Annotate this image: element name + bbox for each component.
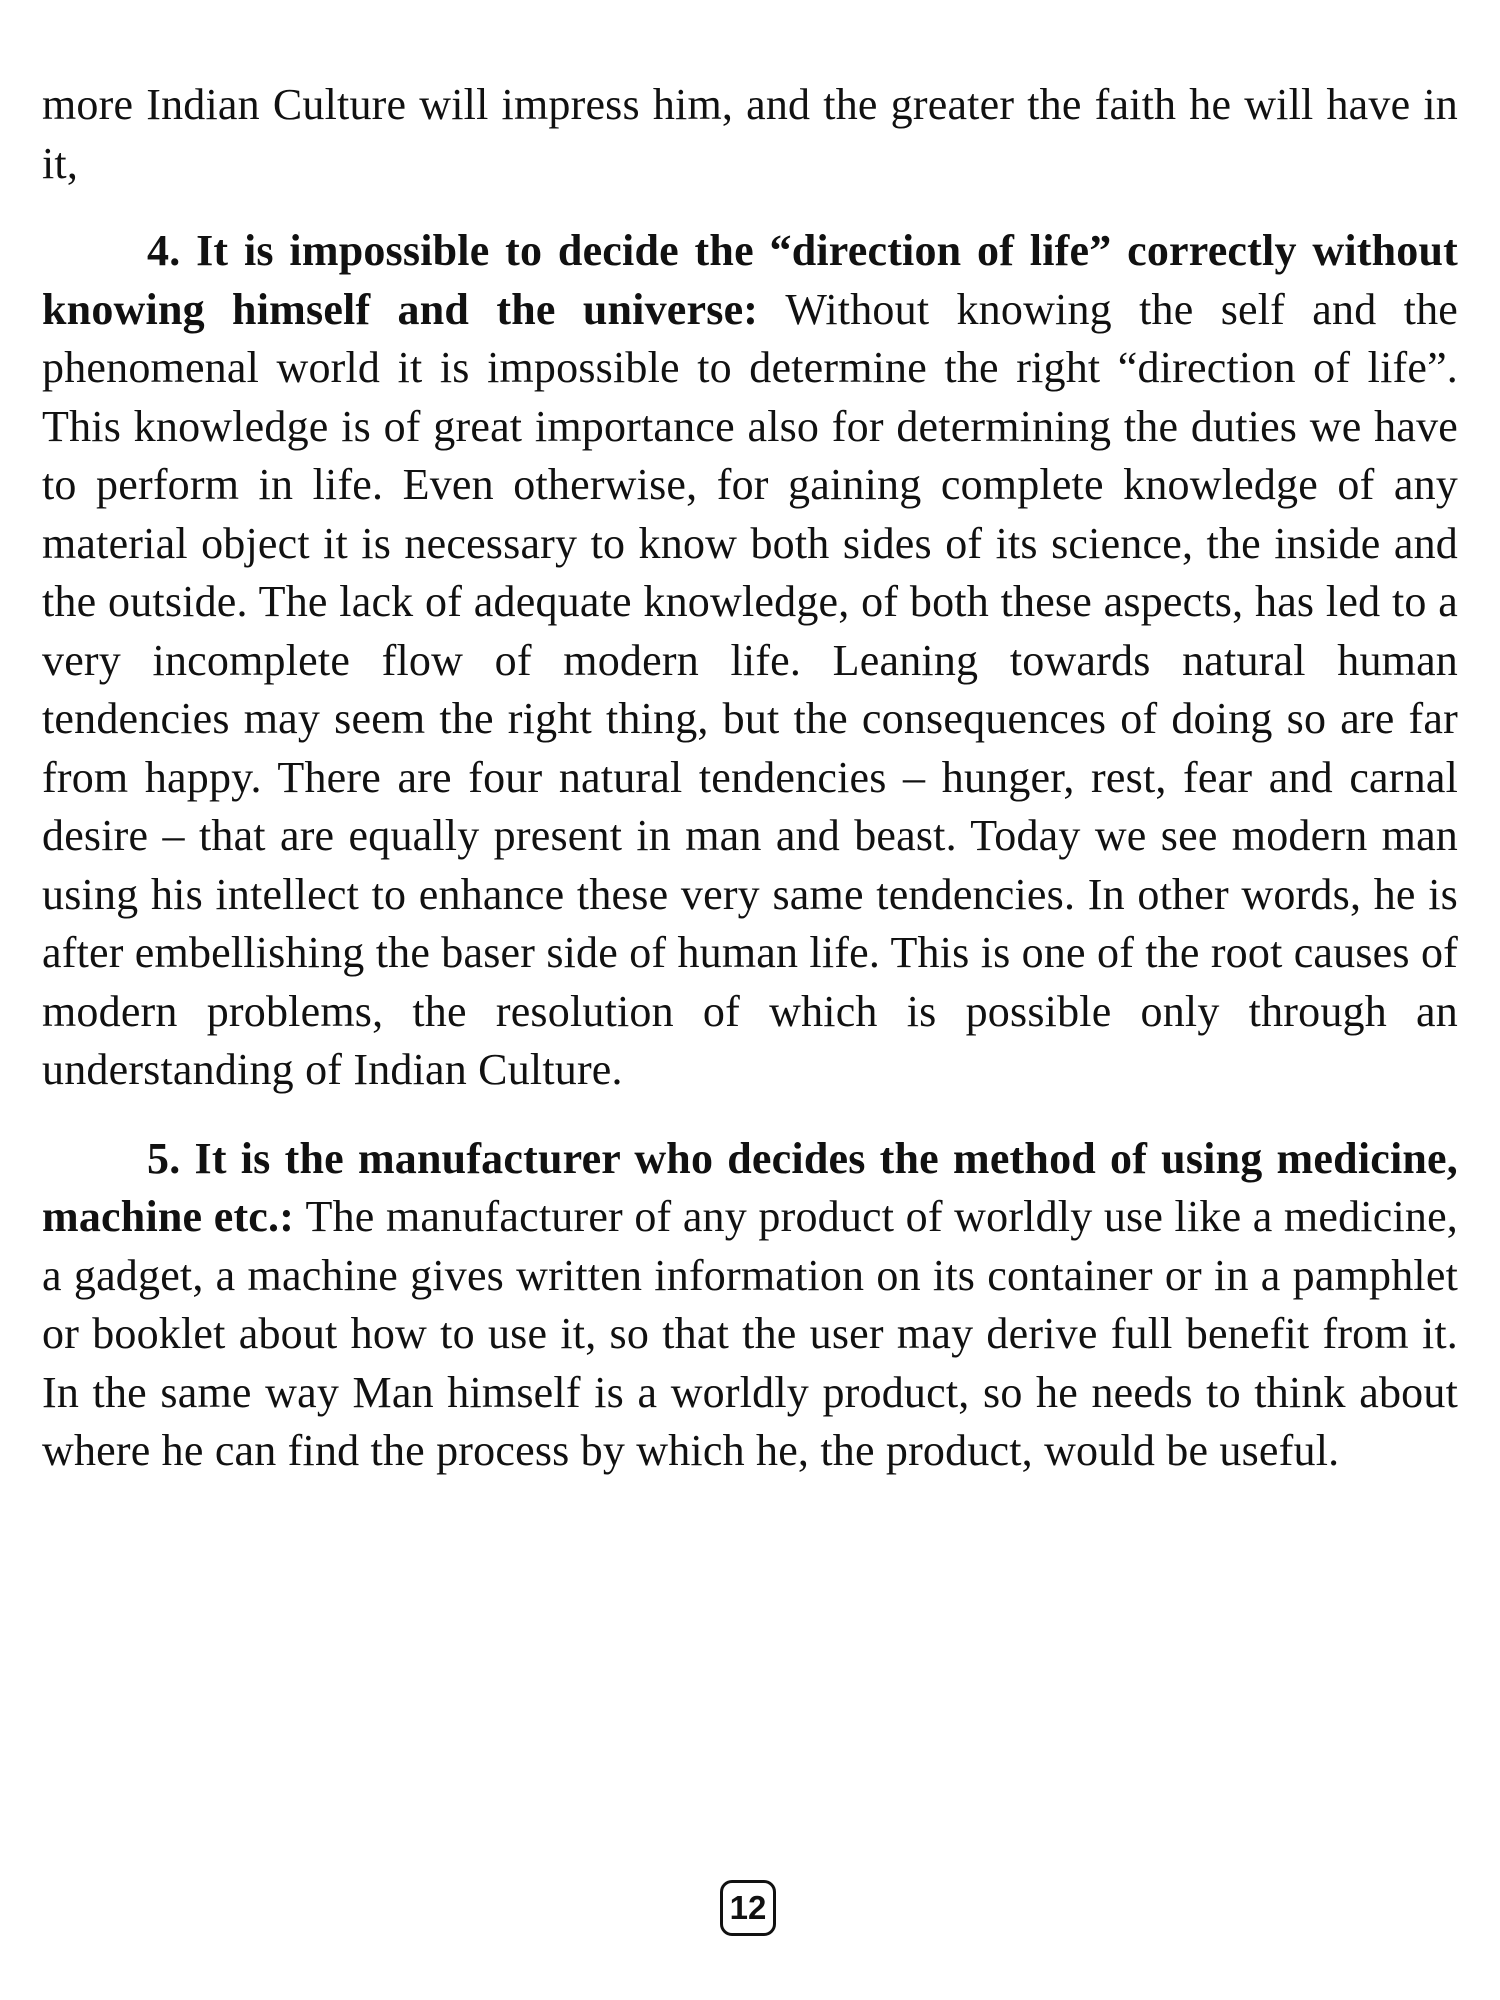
paragraph-text: more Indian Culture will impress him, and the greater the faith he will have in it, — [42, 80, 1458, 188]
section-5-paragraph — [42, 1130, 1458, 1481]
paragraph-continuation — [42, 76, 1458, 193]
page-number: 12 — [720, 1880, 776, 1936]
section-5-body: The manufacturer of any product of worldly use like a medicine, a gadget, a machine gives written information on its container or in a pamphlet or booklet about how to use it, so that the user may derive full benefit from it. In the same way Man himself is a worldly product, so he needs to think about where he can find the process by which he, the product, would be useful. — [42, 1192, 1458, 1475]
section-4-paragraph — [42, 222, 1458, 1100]
section-4-heading: 4. It is impossible to decide the “direction of life” correctly without knowing himself and the universe: — [42, 226, 1458, 334]
section-5-heading: 5. It is the manufacturer who decides the method of using medicine, machine etc.: — [42, 1133, 1458, 1241]
section-4-body: Without knowing the self and the phenomenal world it is impossible to determine the right “direction of life”. This knowledge is of great importance also for determining the duties we have to perform in life. Even otherwise, for gaining complete knowledge of any material object it is necessary to know both sides of its science, the inside and the outside. The lack of adequate knowledge, of both these aspects, has led to a very incomplete flow of modern life. Leaning towards natural human tendencies may seem the right thing, but the consequences of doing so are far from happy. There are four natural tendencies – hunger, rest, fear and carnal desire – that are equally present in man and beast. Today we see modern man using his intellect to enhance these very same tendencies. In other words, he is after embellishing the baser side of human life. This is one of the root causes of modern problems, the resolution of which is possible only through an understanding of Indian Culture. — [42, 284, 1458, 1094]
page-text-block — [42, 76, 1458, 1481]
